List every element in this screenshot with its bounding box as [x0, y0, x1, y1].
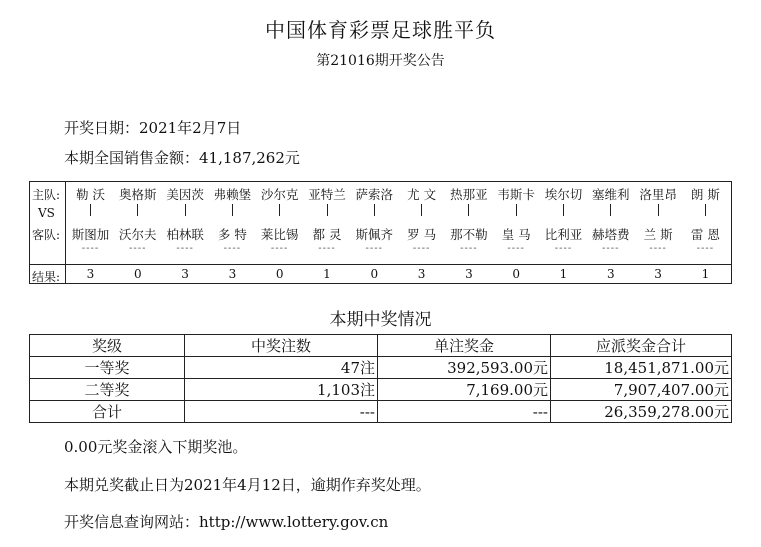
header-level: 奖级 [30, 335, 185, 357]
dash-divider: ---- [270, 243, 289, 254]
dash-divider: ---- [81, 243, 100, 254]
match-result: 1 [323, 267, 331, 281]
match-result: 3 [654, 267, 662, 281]
deadline-note: 本期兑奖截止日为2021年4月12日，逾期作弃奖处理。 [64, 476, 431, 494]
dash-divider: ---- [460, 243, 478, 254]
dash-divider: ---- [223, 243, 242, 254]
away-team: 那不勒 [450, 227, 488, 242]
away-team: 赫塔费 [592, 227, 630, 242]
home-team: 韦斯卡 [497, 187, 535, 202]
prize-table [29, 334, 732, 423]
header-total-prize: 应派奖金合计 [551, 335, 732, 357]
page-title: 中国体育彩票足球胜平负 [265, 18, 496, 42]
header-count: 中奖注数 [185, 335, 378, 357]
vs-separator [351, 204, 398, 219]
match-result: 1 [701, 267, 710, 281]
dash-divider: ---- [507, 243, 525, 254]
vs-separator [162, 204, 209, 219]
home-team: 洛里昂 [639, 187, 677, 202]
dash-divider: ---- [365, 243, 384, 254]
vs-separator [398, 204, 445, 219]
vs-separator [114, 204, 161, 219]
vs-separator [682, 204, 729, 219]
match-result: 3 [181, 267, 189, 281]
vs-separator [540, 204, 587, 219]
prize-table-header [30, 335, 732, 357]
header-unit-prize: 单注奖金 [378, 335, 551, 357]
match-result: 0 [512, 267, 520, 281]
result-divider [30, 264, 731, 265]
vs-separator [587, 204, 634, 219]
dash-divider: ---- [602, 243, 620, 254]
result-label: 结果: [32, 270, 61, 284]
away-team: 皇 马 [501, 227, 531, 242]
rollover-note: 0.00元奖金滚入下期奖池。 [64, 438, 248, 456]
home-label: 主队: [32, 188, 61, 202]
vs-separator [209, 204, 256, 219]
table-row [30, 379, 732, 401]
home-team: 埃尔切 [544, 187, 583, 202]
unit-prize: --- [378, 401, 551, 423]
home-team: 热那亚 [450, 187, 488, 202]
away-team: 多 特 [217, 227, 247, 242]
away-team: 罗 马 [407, 227, 437, 242]
winner-count: 1,103注 [185, 379, 378, 401]
away-label: 客队: [32, 228, 61, 242]
section-title: 本期中奖情况 [329, 310, 432, 330]
away-team: 兰 斯 [643, 227, 673, 242]
dash-divider: ---- [412, 243, 431, 254]
prize-level: 合计 [30, 401, 185, 423]
issue-number: 第21016期开奖公告 [316, 53, 445, 69]
home-team: 塞维利 [592, 187, 630, 202]
home-team: 弗赖堡 [213, 187, 252, 202]
match-result: 0 [275, 267, 284, 281]
match-result: 0 [133, 267, 142, 281]
home-team: 朗 斯 [690, 187, 720, 202]
vs-separator [493, 204, 540, 219]
dash-divider: ---- [696, 243, 715, 254]
match-result: 0 [370, 267, 379, 281]
home-team: 美因茨 [166, 187, 204, 202]
prize-level: 一等奖 [30, 357, 185, 379]
vs-separator [635, 204, 682, 219]
winner-count: 47注 [185, 357, 378, 379]
table-row [30, 401, 732, 423]
match-result: 3 [606, 267, 615, 281]
total-prize: 26,359,278.00元 [551, 401, 732, 423]
away-team: 沃尔夫 [119, 227, 157, 242]
unit-prize: 392,593.00元 [378, 357, 551, 379]
away-team: 莱比锡 [260, 227, 299, 242]
vs-separator [304, 204, 351, 219]
away-team: 比利亚 [544, 227, 583, 242]
away-team: 都 灵 [312, 227, 342, 242]
home-team: 勒 沃 [76, 187, 105, 202]
vs-separator [67, 204, 114, 219]
away-team: 斯佩齐 [355, 227, 394, 242]
label-divider [65, 182, 66, 283]
sales-amount: 本期全国销售金额：41,187,262元 [64, 149, 300, 167]
match-result: 3 [417, 267, 426, 281]
website-note: 开奖信息查询网站：http://www.lottery.gov.cn [64, 513, 389, 531]
away-team: 斯图加 [71, 227, 110, 242]
match-result: 3 [228, 267, 237, 281]
home-team: 奥格斯 [119, 187, 157, 202]
dash-divider: ---- [649, 243, 667, 254]
unit-prize: 7,169.00元 [378, 379, 551, 401]
total-prize: 7,907,407.00元 [551, 379, 732, 401]
dash-divider: ---- [129, 243, 147, 254]
home-team: 尤 文 [407, 187, 437, 202]
draw-date: 开奖日期：2021年2月7日 [64, 119, 242, 137]
winner-count: --- [185, 401, 378, 423]
dash-divider: ---- [176, 243, 194, 254]
match-table [29, 181, 732, 284]
total-prize: 18,451,871.00元 [551, 357, 732, 379]
vs-separator [256, 204, 303, 219]
table-row [30, 357, 732, 379]
home-team: 沙尔克 [260, 187, 299, 202]
vs-label: VS [38, 206, 55, 220]
prize-level: 二等奖 [30, 379, 185, 401]
home-team: 萨索洛 [355, 187, 394, 202]
match-result: 3 [465, 267, 473, 281]
away-team: 柏林联 [166, 227, 204, 242]
home-team: 亚特兰 [308, 187, 346, 202]
match-result: 3 [86, 267, 95, 281]
match-result: 1 [559, 267, 568, 281]
dash-divider: ---- [318, 243, 336, 254]
away-team: 雷 恩 [690, 227, 720, 242]
dash-divider: ---- [554, 243, 573, 254]
vs-separator [445, 204, 492, 219]
